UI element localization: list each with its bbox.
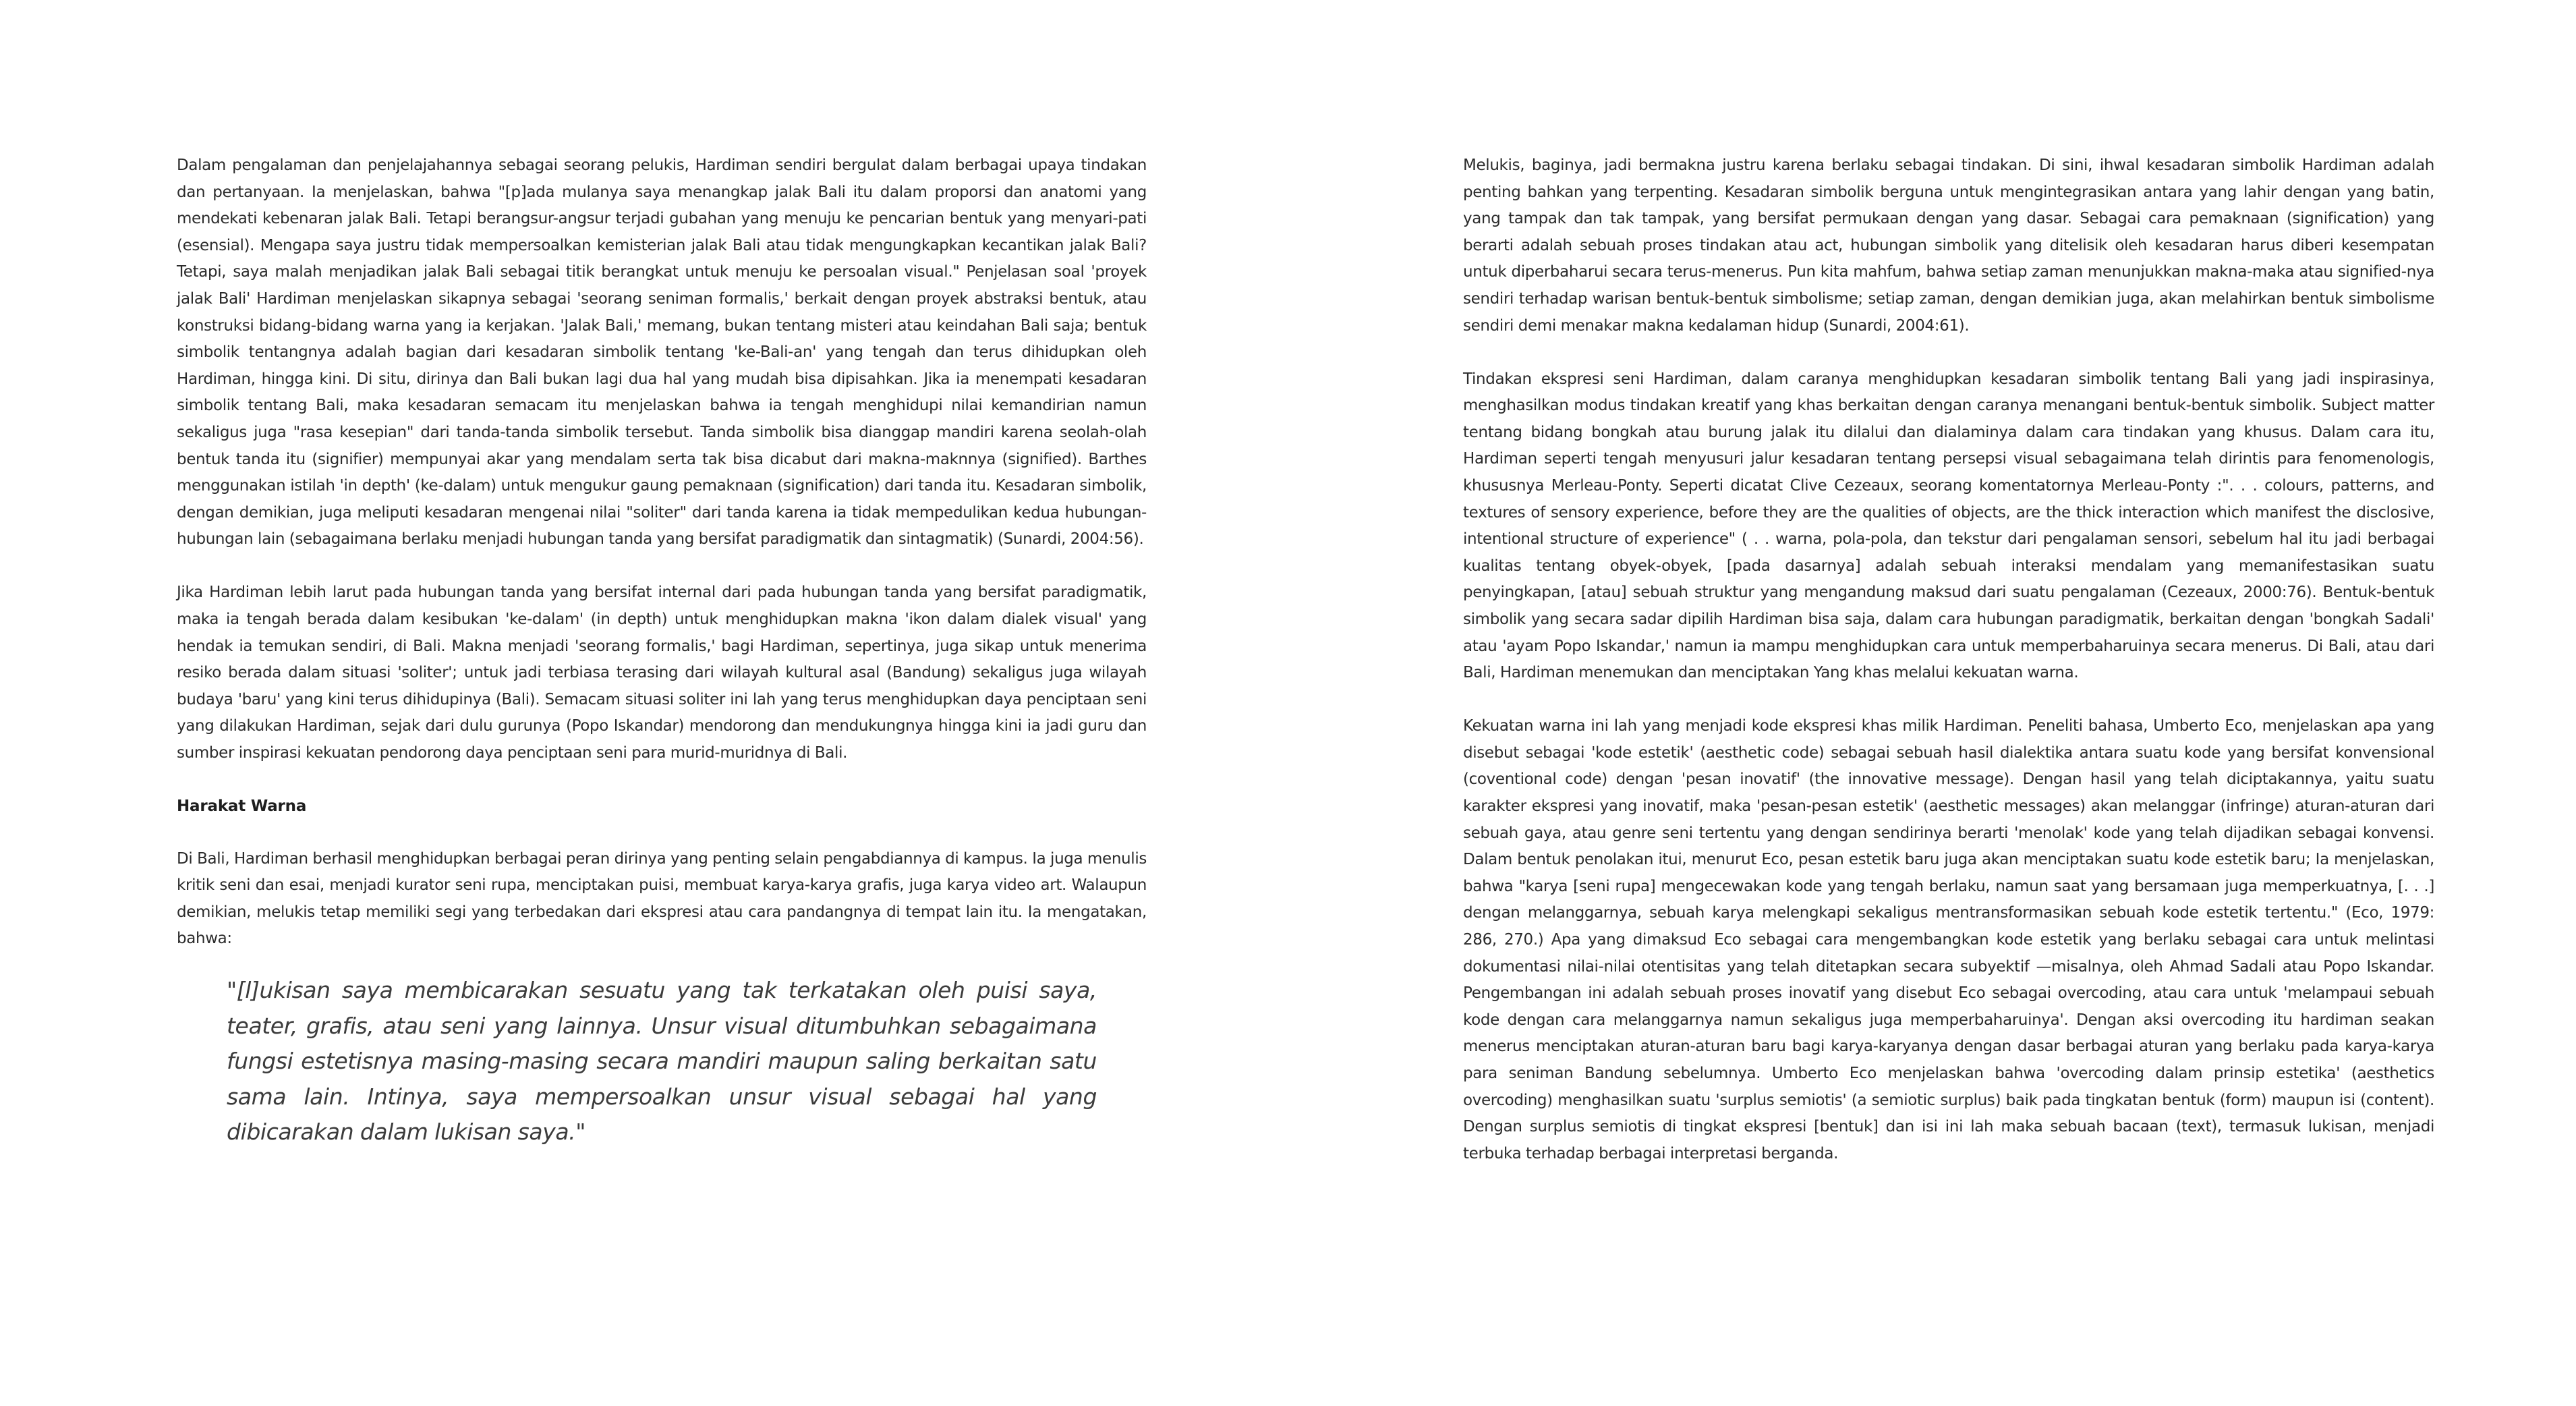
section-heading: Harakat Warna bbox=[177, 797, 307, 816]
paragraph: Dalam pengalaman dan penjelajahannya sebagai seorang pelukis, Hardiman sendiri bergulat dalam berbagai upaya tindakan dan pertanyaan. Ia menjelaskan, bahwa "[p]ada mulanya saya menangkap jalak Bali itu dalam proporsi dan anatomi yang mendekati kebenaran jalak Bali. Tetapi berangsur-angsur terjadi gubahan yang menuju ke pencarian bentuk yang menyari-pati (esensial). Mengapa saya justru tidak mempersoalkan kemisterian jalak Bali atau tidak mengungkapkan kecantikan jalak Bali? Tetapi, saya malah menjadikan jalak Bali sebagai titik berangkat untuk menuju ke persoalan visual." Penjelasan soal 'proyek jalak Bali' Hardiman menjelaskan sikapnya sebagai 'seorang seniman formalis,' berkait dengan proyek abstraksi bentuk, atau konstruksi bidang-bidang warna yang ia kerjakan. 'Jalak Bali,' memang, bukan tentang misteri atau keindahan Bali saja; bentuk simbolik tentangnya adalah bagian dari kesadaran simbolik tentang 'ke-Bali-an' yang tengah dan terus dihidupkan oleh Hardiman, hingga kini. Di situ, dirinya dan Bali bukan lagi dua hal yang mudah bisa dipisahkan. Jika ia menempati kesadaran simbolik tentang Bali, maka kesadaran semacam itu menjelaskan bahwa ia tengah menghidupi nilai kemandirian namun sekaligus juga "rasa kesepian" dari tanda-tanda simbolik tersebut. Tanda simbolik bisa dianggap mandiri karena seolah-olah bentuk tanda itu (signifier) mempunyai akar yang mendalam serta tak bisa dicabut dari makna-maknnya (signified). Barthes menggunakan istilah 'in depth' (ke-dalam) untuk mengukur gaung pemaknaan (signification) dari tanda itu. Kesadaran simbolik, dengan demikian, juga meliputi kesadaran mengenai nilai "soliter" dari tanda karena ia tidak mempedulikan kedua hubungan-hubungan lain (sebagaimana berlaku menjadi hubungan tanda yang bersifat paradigmatik dan sintagmatik) (Sunardi, 2004:56). bbox=[177, 157, 1147, 549]
paragraph: Di Bali, Hardiman berhasil menghidupkan berbagai peran dirinya yang penting selain pengabdiannya di kampus. Ia juga menulis kritik seni dan esai, menjadi kurator seni rupa, menciptakan puisi, membuat karya-karya grafis, juga karya video art. Walaupun demikian, melukis tetap memiliki segi yang terbedakan dari ekspresi atau cara pandangnya di tempat lain itu. Ia mengatakan, bahwa: bbox=[177, 849, 1147, 948]
paragraph: Melukis, baginya, jadi bermakna justru karena berlaku sebagai tindakan. Di sini, ihwal kesadaran simbolik Hardiman adalah penting bahkan yang terpenting. Kesadaran simbolik berguna untuk mengintegrasikan antara yang lahir dengan yang batin, yang tampak dan tak tampak, yang bersifat permukaan dengan yang dasar. Sebagai cara pemaknaan (signification) yang berarti adalah sebuah proses tindakan atau act, hubungan simbolik yang ditelisik oleh kesadaran harus diberi kesempatan untuk diperbaharui secara terus-menerus. Pun kita mahfum, bahwa setiap zaman menunjukkan makna-maka atau signified-nya sendiri terhadap warisan bentuk-bentuk simbolisme; setiap zaman, dengan demikian juga, akan melahirkan bentuk simbolisme sendiri demi menakar makna kedalaman hidup (Sunardi, 2004:61). bbox=[1463, 157, 2434, 335]
paragraph: Kekuatan warna ini lah yang menjadi kode ekspresi khas milik Hardiman. Peneliti bahasa, Umberto Eco, menjelaskan apa yang disebut sebagai 'kode estetik' (aesthetic code) sebagai sebuah hasil dialektika antara suatu kode yang bersifat konvensional (coventional code) dengan 'pesan inovatif' (the innovative message). Dengan hasil yang telah diciptakannya, yaitu suatu karakter ekspresi yang inovatif, maka 'pesan-pesan estetik' (aesthetic messages) akan melanggar (infringe) aturan-aturan dari sebuah gaya, atau genre seni tertentu yang dengan sendirinya berarti 'menolak' kode yang telah dijadikan sebagai konvensi. Dalam bentuk penolakan itui, menurut Eco, pesan estetik baru juga akan menciptakan suatu kode estetik baru; Ia menjelaskan, bahwa "karya [seni rupa] mengecewakan kode yang tengah berlaku, namun saat yang bersamaan juga memperkuatnya, [. . .] dengan melanggarnya, sebuah karya melengkapi sekaligus mentransformasikan sebuah kode estetik tertentu." (Eco, 1979: 286, 270.) Apa yang dimaksud Eco sebagai cara mengembangkan kode estetik yang berlaku sebagai cara untuk melintasi dokumentasi nilai-nilai otentisitas yang telah ditetapkan secara subyektif —misalnya, oleh Ahmad Sadali atau Popo Iskandar. Pengembangan ini adalah sebuah proses inovatif yang disebut Eco sebagai overcoding, atau cara untuk 'melampaui sebuah kode dengan cara melanggarnya namun sekaligus juga memperbaharuinya'. Dengan aksi overcoding itu hardiman seakan menerus menciptakan aturan-aturan baru bagi karya-karyanya dengan dasar berbagai aturan yang berlaku pada karya-karya para seniman Bandung sebelumnya. Umberto Eco menjelaskan bahwa 'overcoding dalam prinsip estetika' (aesthetics overcoding) menghasilkan suatu 'surplus semiotis' (a semiotic surplus) baik pada tingkatan bentuk (form) maupun isi (content). Dengan surplus semiotis di tingkat ekspresi [bentuk] dan isi ini lah maka sebuah bacaan (text), termasuk lukisan, menjadi terbuka terhadap berbagai interpretasi berganda. bbox=[1463, 717, 2434, 1162]
paragraph: Jika Hardiman lebih larut pada hubungan tanda yang bersifat internal dari pada hubungan tanda yang bersifat paradigmatik, maka ia tengah berada dalam kesibukan 'ke-dalam' (in depth) untuk menghidupkan makna 'ikon dalam dialek visual' yang hendak ia temukan sendiri, di Bali. Makna menjadi 'seorang formalis,' bagi Hardiman, sepertinya, juga sikap untuk menerima resiko berada dalam situasi 'soliter'; untuk jadi terbiasa terasing dari wilayah kultural asal (Bandung) sekaligus juga wilayah budaya 'baru' yang kini terus dihidupinya (Bali). Semacam situasi soliter ini lah yang terus menghidupkan daya penciptaan seni yang dilakukan Hardiman, sejak dari dulu gurunya (Popo Iskandar) mendorong dan mendukungnya hingga kini ia jadi guru dan sumber inspirasi kekuatan pendorong daya penciptaan seni para murid-muridnya di Bali. bbox=[177, 584, 1147, 762]
paragraph: Tindakan ekspresi seni Hardiman, dalam caranya menghidupkan kesadaran simbolik tentang Bali yang jadi inspirasinya, menghasilkan modus tindakan kreatif yang khas berkaitan dengan caranya menangani bentuk-bentuk simbolik. Subject matter tentang bidang bongkah atau burung jalak itu dilalui dan dialaminya dalam cara tindakan yang khusus. Dalam cara itu, Hardiman seperti tengah menyusuri jalur kesadaran tentang persepsi visual sebagaimana telah dirintis para fenomenologis, khususnya Merleau-Ponty. Seperti dicatat Clive Cezeaux, seorang komentatornya Merleau-Ponty :". . . colours, patterns, and textures of sensory experience, before they are the qualities of objects, are the thick interaction which manifest the disclosive, intentional structure of experience" ( . . warna, pola-pola, dan tekstur dari pengalaman sensori, sebelum hal itu jadi berbagai kualitas tentang obyek-obyek, [pada dasarnya] adalah sebuah interaksi mendalam yang memanifestasikan suatu penyingkapan, [atau] sebuah struktur yang mengandung maksud dari suatu pengalaman (Cezeaux, 2000:76). Bentuk-bentuk simbolik yang secara sadar dipilih Hardiman bisa saja, dalam cara hubungan paradigmatik, berkaitan dengan 'bongkah Sadali' atau 'ayam Popo Iskandar,' namun ia mampu menghidupkan cara untuk memperbaharuinya secara menerus. Di Bali, atau dari Bali, Hardiman menemukan dan menciptakan Yang khas melalui kekuatan warna. bbox=[1463, 370, 2434, 682]
block-quote: "[l]ukisan saya membicarakan sesuatu yang tak terkatakan oleh puisi saya, teater, grafis, atau seni yang lainnya. Unsur visual ditumbuhkan sebagaimana fungsi estetisnya masing-masing secara mandiri maupun saling berkaitan satu sama lain. Intinya, saya mempersoalkan unsur visual sebagai hal yang dibicarakan dalam lukisan saya." bbox=[227, 977, 1097, 1146]
right-page bbox=[1288, 0, 2576, 1406]
right-text-column bbox=[1463, 152, 2434, 1194]
left-text-column bbox=[177, 152, 1147, 1150]
